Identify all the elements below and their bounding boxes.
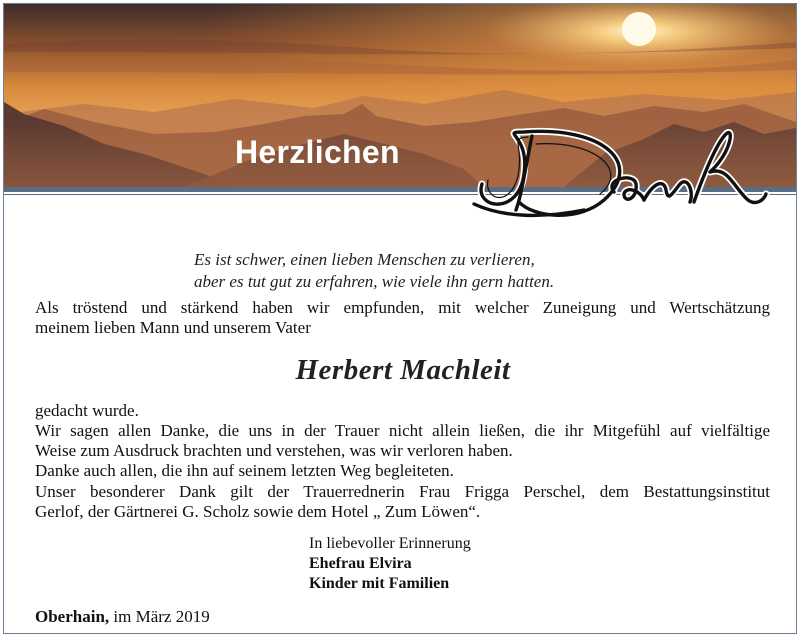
intro-line-1: Als tröstend und stärkend haben wir empfunden, mit welcher Zuneigung und Wertschätzung <box>35 298 770 317</box>
signature-intro: In liebevoller Erinnerung <box>309 535 471 552</box>
place: Oberhain, <box>35 607 110 626</box>
deceased-name: Herbert Machleit <box>295 354 511 386</box>
place-date <box>35 607 210 627</box>
quote-block <box>194 249 554 293</box>
body-line: Unser besonderer Dank gilt der Trauerrednerin Frau Frigga Perschel, dem Bestattungsinstitut <box>35 482 770 501</box>
date: im März 2019 <box>109 607 210 626</box>
notice-frame <box>3 3 797 634</box>
signature-block <box>309 534 471 594</box>
intro-line-2: meinem lieben Mann und unserem Vater <box>35 318 311 337</box>
quote-line: aber es tut gut zu erfahren, wie viele ihn gern hatten. <box>194 272 555 291</box>
body-line: Gerlof, der Gärtnerei G. Scholz sowie dem Hotel „ Zum Löwen“. <box>35 502 481 521</box>
signature-line: Kinder mit Familien <box>309 575 450 592</box>
quote-line: Es ist schwer, einen lieben Menschen zu verlieren, <box>194 250 535 269</box>
dank-script-lettering <box>4 4 796 244</box>
body-line: Danke auch allen, die ihn auf seinem letzten Weg begleiteten. <box>35 461 454 480</box>
body-line: Weise zum Ausdruck brachten und verstehen, was wir verloren haben. <box>35 441 513 460</box>
headline-herzlichen: Herzlichen <box>235 134 400 170</box>
signature-line: Ehefrau Elvira <box>309 555 412 572</box>
body-line: gedacht wurde. <box>35 401 139 420</box>
body-line: Wir sagen allen Danke, die uns in der Trauer nicht allein ließen, die ihr Mitgefühl auf vielfältige <box>35 421 770 440</box>
